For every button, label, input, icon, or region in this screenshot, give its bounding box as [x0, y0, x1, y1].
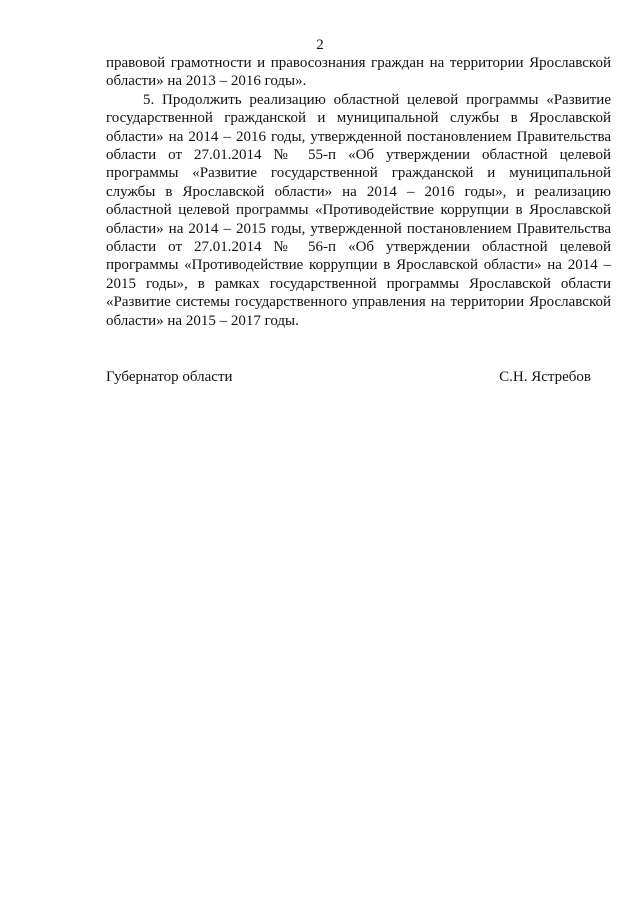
- signatory-position: Губернатор области: [106, 369, 233, 385]
- signature-block: [106, 368, 591, 386]
- paragraph-item-5: 5. Продолжить реализацию областной целевой программы «Развитие государственной гражданской и муниципальной службы в Ярославской области» на 2014 – 2016 годы, утвержденной постановлением Правительства области от 27.01.2014 № 55-п «Об утверждении областной целевой программы «Развитие государственной гражданской и муниципальной службы в Ярославской области» на 2014 – 2016 годы», и реализацию областной целевой программы «Противодействие коррупции в Ярославской области» на 2014 – 2015 годы, утвержденной постановлением Правительства области от 27.01.2014 № 56-п «Об утверждении областной целевой программы «Противодействие коррупции в Ярославской области» на 2014 – 2015 годы», в рамках государственной программы Ярославской области «Развитие системы государственного управления на территории Ярославской области» на 2015 – 2017 годы.: [106, 91, 611, 329]
- signatory-name: С.Н. Ястребов: [499, 369, 591, 385]
- document-body: [106, 54, 611, 330]
- page-number: 2: [316, 37, 324, 53]
- paragraph-continuation: правовой грамотности и правосознания граждан на территории Ярославской области» на 2013 – 2016 годы».: [106, 55, 611, 90]
